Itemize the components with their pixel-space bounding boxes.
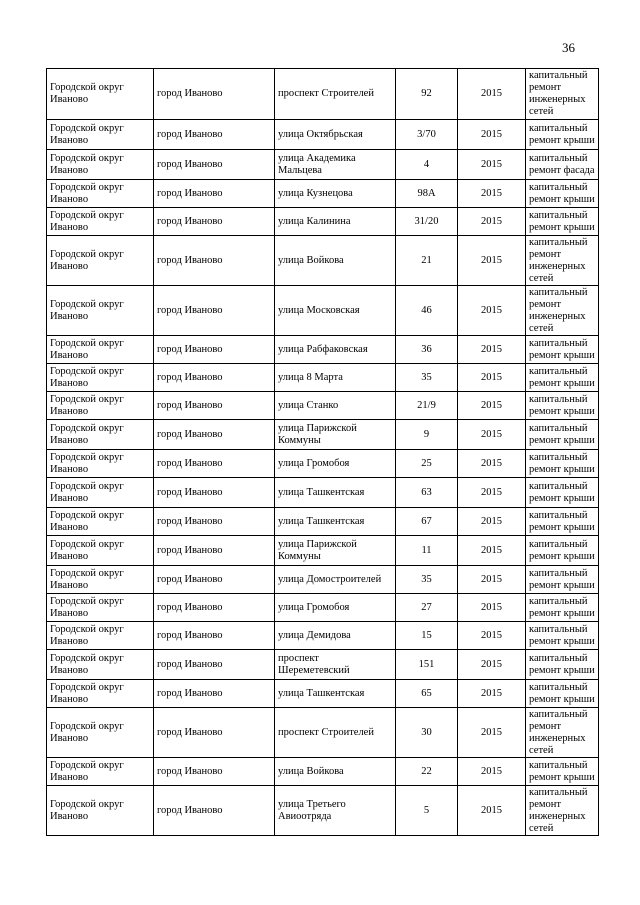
year-cell: 2015: [458, 450, 526, 478]
work-type-cell: капитальный ремонт крыши: [526, 450, 599, 478]
table-row: [47, 708, 599, 758]
house-number-cell: 30: [396, 708, 458, 758]
street-cell: улица Громобоя: [275, 594, 396, 622]
city-cell: город Иваново: [154, 392, 275, 420]
city-cell: город Иваново: [154, 450, 275, 478]
table-row: [47, 650, 599, 680]
street-cell: улица Демидова: [275, 622, 396, 650]
okrug-cell: Городской округ Иваново: [47, 180, 154, 208]
street-cell: улица Громобоя: [275, 450, 396, 478]
street-cell: улица Парижской Коммуны: [275, 536, 396, 566]
okrug-cell: Городской округ Иваново: [47, 594, 154, 622]
city-cell: город Иваново: [154, 786, 275, 836]
city-cell: город Иваново: [154, 420, 275, 450]
street-cell: проспект Строителей: [275, 708, 396, 758]
year-cell: 2015: [458, 786, 526, 836]
year-cell: 2015: [458, 680, 526, 708]
year-cell: 2015: [458, 508, 526, 536]
year-cell: 2015: [458, 364, 526, 392]
city-cell: город Иваново: [154, 680, 275, 708]
house-number-cell: 92: [396, 69, 458, 120]
work-type-cell: капитальный ремонт крыши: [526, 622, 599, 650]
table-row: [47, 680, 599, 708]
table-body: [47, 69, 599, 836]
year-cell: 2015: [458, 236, 526, 286]
okrug-cell: Городской округ Иваново: [47, 336, 154, 364]
house-number-cell: 35: [396, 364, 458, 392]
work-type-cell: капитальный ремонт крыши: [526, 594, 599, 622]
work-type-cell: капитальный ремонт крыши: [526, 650, 599, 680]
work-type-cell: капитальный ремонт инженерных сетей: [526, 236, 599, 286]
year-cell: 2015: [458, 708, 526, 758]
okrug-cell: Городской округ Иваново: [47, 208, 154, 236]
house-number-cell: 21: [396, 236, 458, 286]
house-number-cell: 15: [396, 622, 458, 650]
house-number-cell: 98А: [396, 180, 458, 208]
year-cell: 2015: [458, 180, 526, 208]
okrug-cell: Городской округ Иваново: [47, 392, 154, 420]
table-row: [47, 478, 599, 508]
city-cell: город Иваново: [154, 594, 275, 622]
work-type-cell: капитальный ремонт фасада: [526, 150, 599, 180]
work-type-cell: капитальный ремонт крыши: [526, 420, 599, 450]
table-row: [47, 536, 599, 566]
table-row: [47, 120, 599, 150]
city-cell: город Иваново: [154, 180, 275, 208]
okrug-cell: Городской округ Иваново: [47, 420, 154, 450]
okrug-cell: Городской округ Иваново: [47, 536, 154, 566]
okrug-cell: Городской округ Иваново: [47, 364, 154, 392]
house-number-cell: 21/9: [396, 392, 458, 420]
table-row: [47, 180, 599, 208]
city-cell: город Иваново: [154, 208, 275, 236]
work-type-cell: капитальный ремонт инженерных сетей: [526, 708, 599, 758]
city-cell: город Иваново: [154, 120, 275, 150]
year-cell: 2015: [458, 208, 526, 236]
work-type-cell: капитальный ремонт крыши: [526, 566, 599, 594]
house-number-cell: 151: [396, 650, 458, 680]
street-cell: улица Ташкентская: [275, 478, 396, 508]
house-number-cell: 36: [396, 336, 458, 364]
okrug-cell: Городской округ Иваново: [47, 69, 154, 120]
table-row: [47, 392, 599, 420]
street-cell: проспект Шереметевский: [275, 650, 396, 680]
okrug-cell: Городской округ Иваново: [47, 450, 154, 478]
city-cell: город Иваново: [154, 566, 275, 594]
table-row: [47, 758, 599, 786]
work-type-cell: капитальный ремонт крыши: [526, 758, 599, 786]
housing-repair-table: [46, 68, 599, 836]
work-type-cell: капитальный ремонт крыши: [526, 392, 599, 420]
year-cell: 2015: [458, 286, 526, 336]
table-row: [47, 208, 599, 236]
street-cell: улица Рабфаковская: [275, 336, 396, 364]
year-cell: 2015: [458, 478, 526, 508]
house-number-cell: 65: [396, 680, 458, 708]
street-cell: проспект Строителей: [275, 69, 396, 120]
house-number-cell: 27: [396, 594, 458, 622]
year-cell: 2015: [458, 622, 526, 650]
year-cell: 2015: [458, 69, 526, 120]
city-cell: город Иваново: [154, 69, 275, 120]
work-type-cell: капитальный ремонт крыши: [526, 208, 599, 236]
table-row: [47, 150, 599, 180]
table-row: [47, 508, 599, 536]
street-cell: улица Кузнецова: [275, 180, 396, 208]
table-row: [47, 786, 599, 836]
okrug-cell: Городской округ Иваново: [47, 150, 154, 180]
table-row: [47, 420, 599, 450]
year-cell: 2015: [458, 566, 526, 594]
okrug-cell: Городской округ Иваново: [47, 120, 154, 150]
street-cell: улица Войкова: [275, 236, 396, 286]
okrug-cell: Городской округ Иваново: [47, 708, 154, 758]
year-cell: 2015: [458, 536, 526, 566]
okrug-cell: Городской округ Иваново: [47, 650, 154, 680]
okrug-cell: Городской округ Иваново: [47, 786, 154, 836]
street-cell: улица Московская: [275, 286, 396, 336]
city-cell: город Иваново: [154, 508, 275, 536]
year-cell: 2015: [458, 392, 526, 420]
okrug-cell: Городской округ Иваново: [47, 478, 154, 508]
year-cell: 2015: [458, 120, 526, 150]
city-cell: город Иваново: [154, 150, 275, 180]
table-row: [47, 622, 599, 650]
table-row: [47, 594, 599, 622]
house-number-cell: 11: [396, 536, 458, 566]
page-number: 36: [562, 40, 575, 55]
street-cell: улица Октябрьская: [275, 120, 396, 150]
table-row: [47, 566, 599, 594]
year-cell: 2015: [458, 336, 526, 364]
year-cell: 2015: [458, 594, 526, 622]
street-cell: улица Академика Мальцева: [275, 150, 396, 180]
house-number-cell: 31/20: [396, 208, 458, 236]
year-cell: 2015: [458, 650, 526, 680]
work-type-cell: капитальный ремонт крыши: [526, 508, 599, 536]
year-cell: 2015: [458, 758, 526, 786]
table-row: [47, 450, 599, 478]
work-type-cell: капитальный ремонт крыши: [526, 120, 599, 150]
city-cell: город Иваново: [154, 364, 275, 392]
city-cell: город Иваново: [154, 708, 275, 758]
city-cell: город Иваново: [154, 622, 275, 650]
street-cell: улица Третьего Авиоотряда: [275, 786, 396, 836]
table-row: [47, 236, 599, 286]
house-number-cell: 63: [396, 478, 458, 508]
street-cell: улица Домостроителей: [275, 566, 396, 594]
house-number-cell: 22: [396, 758, 458, 786]
table-row: [47, 286, 599, 336]
street-cell: улица Парижской Коммуны: [275, 420, 396, 450]
city-cell: город Иваново: [154, 286, 275, 336]
house-number-cell: 67: [396, 508, 458, 536]
house-number-cell: 4: [396, 150, 458, 180]
table-row: [47, 336, 599, 364]
city-cell: город Иваново: [154, 236, 275, 286]
year-cell: 2015: [458, 150, 526, 180]
work-type-cell: капитальный ремонт инженерных сетей: [526, 786, 599, 836]
city-cell: город Иваново: [154, 650, 275, 680]
house-number-cell: 9: [396, 420, 458, 450]
work-type-cell: капитальный ремонт крыши: [526, 680, 599, 708]
city-cell: город Иваново: [154, 758, 275, 786]
work-type-cell: капитальный ремонт крыши: [526, 478, 599, 508]
work-type-cell: капитальный ремонт инженерных сетей: [526, 286, 599, 336]
street-cell: улица Станко: [275, 392, 396, 420]
okrug-cell: Городской округ Иваново: [47, 680, 154, 708]
work-type-cell: капитальный ремонт крыши: [526, 180, 599, 208]
work-type-cell: капитальный ремонт крыши: [526, 336, 599, 364]
street-cell: улица Ташкентская: [275, 680, 396, 708]
okrug-cell: Городской округ Иваново: [47, 508, 154, 536]
city-cell: город Иваново: [154, 536, 275, 566]
house-number-cell: 46: [396, 286, 458, 336]
street-cell: улица Калинина: [275, 208, 396, 236]
city-cell: город Иваново: [154, 478, 275, 508]
street-cell: улица Ташкентская: [275, 508, 396, 536]
table-row: [47, 364, 599, 392]
okrug-cell: Городской округ Иваново: [47, 758, 154, 786]
work-type-cell: капитальный ремонт крыши: [526, 364, 599, 392]
street-cell: улица Войкова: [275, 758, 396, 786]
okrug-cell: Городской округ Иваново: [47, 286, 154, 336]
okrug-cell: Городской округ Иваново: [47, 622, 154, 650]
house-number-cell: 35: [396, 566, 458, 594]
work-type-cell: капитальный ремонт инженерных сетей: [526, 69, 599, 120]
house-number-cell: 25: [396, 450, 458, 478]
street-cell: улица 8 Марта: [275, 364, 396, 392]
city-cell: город Иваново: [154, 336, 275, 364]
okrug-cell: Городской округ Иваново: [47, 236, 154, 286]
house-number-cell: 5: [396, 786, 458, 836]
table-row: [47, 69, 599, 120]
year-cell: 2015: [458, 420, 526, 450]
work-type-cell: капитальный ремонт крыши: [526, 536, 599, 566]
house-number-cell: 3/70: [396, 120, 458, 150]
okrug-cell: Городской округ Иваново: [47, 566, 154, 594]
